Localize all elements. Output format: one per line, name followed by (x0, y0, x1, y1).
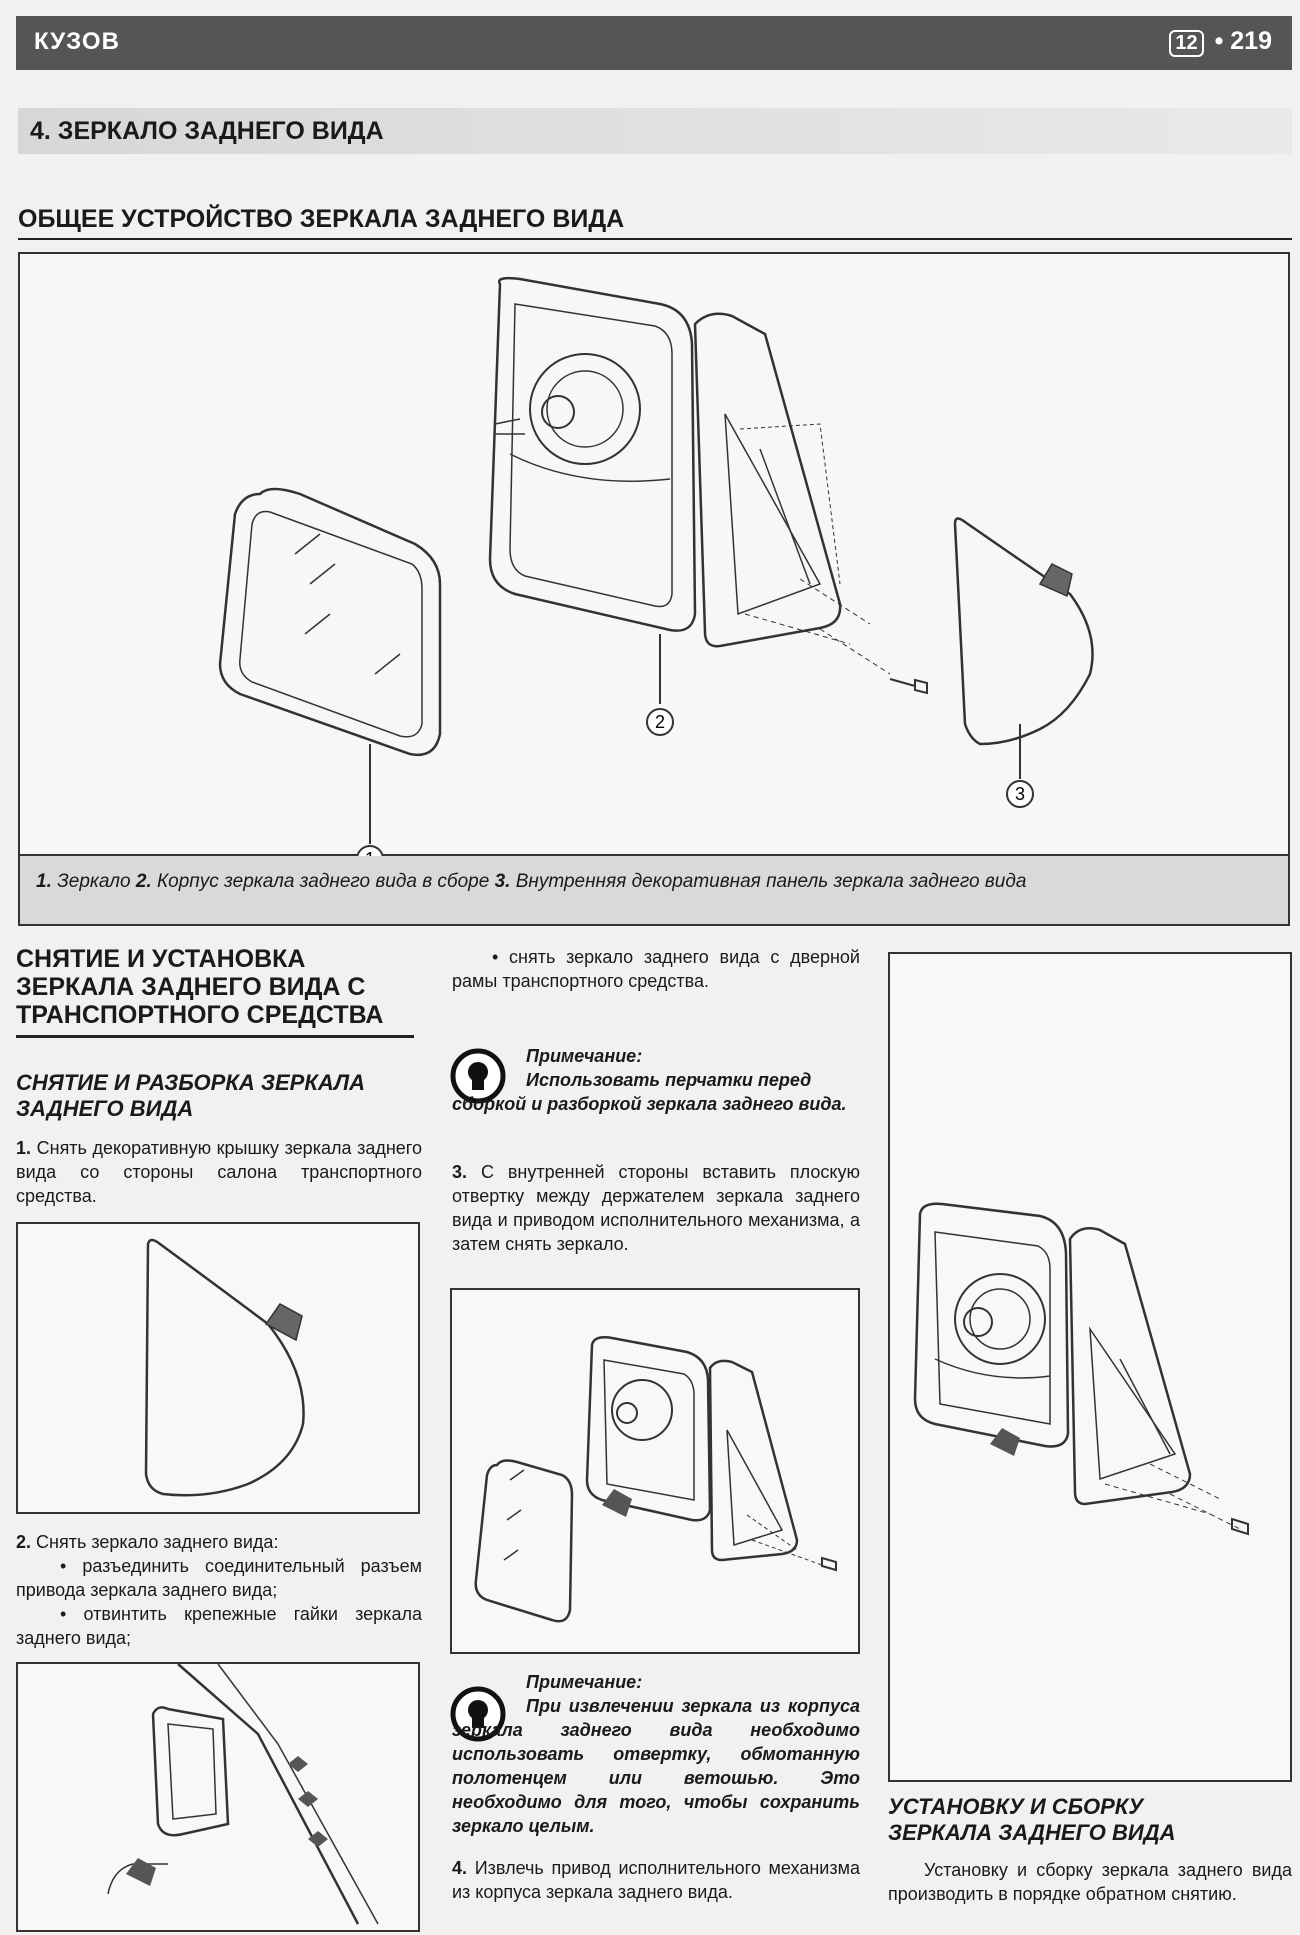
step-2-bullet-1-text: разъединить соединительный разъем привода зеркала заднего вида; (16, 1556, 422, 1600)
figure-door-mount (16, 1662, 420, 1932)
removal-title-line-2: ЗЕРКАЛА ЗАДНЕГО ВИДА С (16, 973, 366, 1001)
header-section-name: КУЗОВ (34, 28, 120, 55)
assembly-title-line-1: УСТАНОВКУ И СБОРКУ (888, 1794, 1144, 1819)
step-1-number: 1. (16, 1138, 32, 1158)
subsection-rule (18, 238, 1292, 240)
step-2-text: Снять зеркало заднего вида: (36, 1532, 279, 1552)
left-column (16, 945, 422, 1208)
figure-inner-panel (16, 1222, 420, 1514)
disassembly-subtitle-line-1: СНЯТИЕ И РАЗБОРКА ЗЕРКАЛА (16, 1070, 366, 1095)
inner-panel-drawing (18, 1224, 418, 1512)
assembly-title (888, 1794, 1292, 1846)
removal-title-line-1: СНЯТИЕ И УСТАНОВКА (16, 945, 306, 973)
caption-num-3: 3. (494, 871, 511, 892)
main-exploded-diagram (18, 252, 1290, 856)
step-2-bullet-3-text: снять зеркало заднего вида с дверной рамы транспортного средства. (452, 947, 860, 991)
removal-title-line-3: ТРАНСПОРТНОГО СРЕДСТВА (16, 1001, 384, 1029)
note-2 (452, 1670, 860, 1838)
caption-num-1: 1. (36, 871, 52, 892)
note-2-text: При извлечении зеркала из корпуса зеркала заднего вида необходимо использовать отвертку, обмотанную полотенцем или ветошью. Это необходимо для того, чтобы сохранить зеркало целым. (452, 1696, 860, 1836)
bullet-marker: • (60, 1556, 67, 1576)
note-1-title: Примечание: (526, 1046, 643, 1066)
note-2-title: Примечание: (526, 1672, 643, 1692)
step-1-text: Снять декоративную крышку зеркала заднего вида со стороны салона транспортного средства. (16, 1138, 422, 1206)
mirror-base-shape (695, 314, 840, 646)
step-3-text: С внутренней стороны вставить плоскую отвертку между держателем зеркала заднего вида и приводом исполнительного механизма, а затем снять зеркало. (452, 1162, 860, 1254)
step-2-bullet-2-text: отвинтить крепежные гайки зеркала заднего вида; (16, 1604, 422, 1648)
chapter-badge: 12 (1169, 30, 1203, 57)
step-2-bullet-2 (16, 1602, 422, 1650)
step-4-number: 4. (452, 1858, 468, 1878)
step-2-number: 2. (16, 1532, 32, 1552)
caption-text-3: Внутренняя декоративная панель зеркала заднего вида (510, 871, 1027, 892)
step-2-bullet-1 (16, 1554, 422, 1602)
mirror-glass-shape (220, 489, 440, 755)
inner-panel-shape (955, 518, 1093, 744)
caption-text-1: Зеркало (51, 871, 136, 892)
step-1 (16, 1136, 422, 1208)
section-title-bar (18, 108, 1292, 154)
section-title: 4. ЗЕРКАЛО ЗАДНЕГО ВИДА (30, 117, 384, 145)
middle-column-top (452, 945, 860, 993)
header-separator: • (1214, 27, 1224, 55)
remove-mirror-drawing (452, 1290, 858, 1652)
step-4-text: Извлечь привод исполнительного механизма из корпуса зеркала заднего вида. (452, 1858, 860, 1902)
step-4 (452, 1856, 860, 1904)
door-mount-drawing (18, 1664, 418, 1930)
figure-assembly (888, 952, 1292, 1782)
removal-title (16, 945, 422, 1029)
figure-remove-mirror (450, 1288, 860, 1654)
assembly-text: Установку и сборку зеркала заднего вида производить в порядке обратном снятию. (888, 1860, 1292, 1904)
assembly-drawing (890, 954, 1290, 1780)
note-1 (452, 1044, 860, 1116)
caption-num-2: 2. (135, 871, 152, 892)
bullet-marker: • (492, 947, 499, 967)
bolt-shape (890, 679, 927, 693)
callout-2: 2 (654, 712, 666, 732)
step-2 (16, 1530, 422, 1554)
page-header (16, 16, 1292, 70)
caption-text-2: Корпус зеркала заднего вида в сборе (151, 871, 495, 892)
assembly-title-line-2: ЗЕРКАЛА ЗАДНЕГО ВИДА (888, 1820, 1176, 1845)
subsection-title: ОБЩЕЕ УСТРОЙСТВО ЗЕРКАЛА ЗАДНЕГО ВИДА (18, 205, 625, 233)
figure-caption (18, 856, 1290, 926)
removal-title-rule (16, 1035, 414, 1038)
header-page-number (1169, 27, 1272, 57)
step-3-number: 3. (452, 1162, 468, 1182)
left-column-step-2 (16, 1530, 422, 1650)
step-3 (452, 1160, 860, 1256)
note-1-text: Использовать перчатки перед сборкой и разборкой зеркала заднего вида. (452, 1070, 847, 1114)
disassembly-subtitle (16, 1070, 422, 1122)
page-number: 219 (1230, 27, 1272, 55)
disassembly-subtitle-line-2: ЗАДНЕГО ВИДА (16, 1096, 194, 1121)
mirror-exploded-drawing (20, 254, 1288, 854)
bullet-marker: • (60, 1604, 67, 1624)
callout-3: 3 (1014, 784, 1026, 804)
right-column-text (888, 1794, 1292, 1906)
